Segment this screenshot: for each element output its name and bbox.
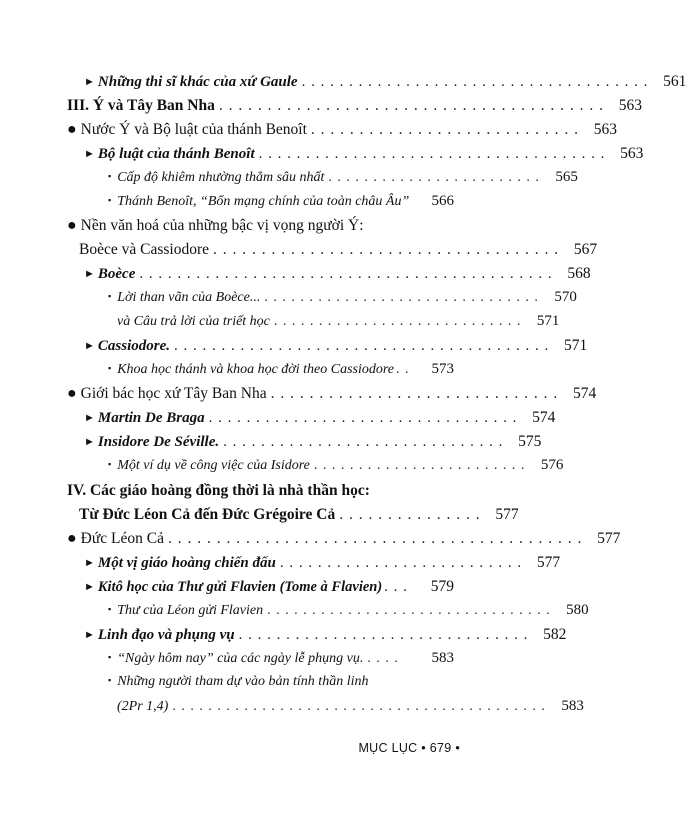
dot-leader: . . . . . . . . . . . . . . . . . . . . . . . .: [313, 458, 526, 473]
entry-page: 573: [431, 361, 454, 377]
square-bullet-icon: ▪: [108, 652, 112, 662]
toc-entry: [0, 457, 564, 481]
toc-entry: [0, 265, 591, 289]
triangle-bullet-icon: ►: [84, 148, 95, 160]
section-title: IV. Các giáo hoàng đồng thời là nhà thần học:: [67, 482, 370, 499]
dot-leader: . .: [396, 362, 410, 377]
triangle-bullet-icon: ►: [84, 629, 95, 641]
toc-entry: [0, 337, 588, 361]
toc-entry: [0, 361, 529, 385]
entry-title: Những người tham dự vào bản tính thần linh: [117, 674, 369, 689]
entry-page: 577: [495, 506, 519, 523]
triangle-bullet-icon: ►: [84, 340, 95, 352]
dot-leader: . . . . . . . . . . . . . . .: [339, 506, 481, 523]
entry-title: Cassiodore.: [97, 338, 170, 354]
entry-title: Boèce và Cassiodore: [79, 241, 209, 258]
toc-entry: [0, 409, 556, 433]
round-bullet-icon: ●: [67, 121, 77, 138]
dot-leader: . . . . . . . . . . . . . . . . . . . . . . . . . . . . . . .: [238, 627, 529, 643]
triangle-bullet-icon: ►: [84, 268, 95, 280]
square-bullet-icon: ▪: [108, 195, 112, 205]
entry-page: 561: [663, 73, 686, 90]
round-bullet-icon: ●: [67, 385, 77, 402]
toc-entry: [0, 313, 560, 337]
entry-title: Thư của Léon gửi Flavien: [117, 603, 264, 618]
dot-leader: . . . . . . . . . . . . . . . . . . . . . . . . . . . . . . .: [264, 290, 539, 305]
toc-entry: [0, 698, 584, 722]
triangle-bullet-icon: ►: [84, 76, 95, 88]
entry-page: 582: [543, 626, 567, 643]
toc-entry: [0, 674, 529, 698]
square-bullet-icon: ▪: [108, 171, 112, 181]
entry-title: (2Pr 1,4): [117, 699, 169, 714]
entry-page: 570: [554, 289, 577, 305]
triangle-bullet-icon: ►: [84, 412, 95, 424]
toc-entry: [0, 482, 529, 506]
entry-page: 566: [431, 193, 454, 209]
dot-leader: . . . . . . . . . . . . . . . . . . . . . . . . . . . . . .: [270, 385, 559, 402]
toc-entry: [0, 554, 561, 578]
entry-title: Lời than vãn của Boèce...: [117, 290, 261, 305]
dot-leader: . . . . . . . . . . . . . . . . . . . . . . . . . .: [279, 555, 523, 571]
dot-leader: . . . . . . . . . . . . . . . . . . . . . . . . . . . . . . . . .: [208, 410, 518, 426]
entry-title: Insidore De Séville.: [97, 434, 220, 450]
toc-entry: [0, 217, 529, 241]
toc-entry: [0, 650, 529, 674]
dot-leader: . . . . . . . . . . . . . . . . . . . . . . . . . . . . . . . .: [267, 603, 551, 618]
dot-leader: . . .: [384, 579, 408, 595]
page-footer: [358, 741, 460, 755]
entry-title: Những thi sĩ khác của xứ Gaule: [97, 74, 298, 90]
entry-page: 568: [567, 265, 591, 282]
toc-entry: [0, 289, 577, 313]
toc-entry: [0, 121, 618, 145]
entry-title: “Ngày hôm nay” của các ngày lễ phụng vụ.: [117, 651, 364, 666]
toc-entry: [0, 241, 598, 265]
entry-title: Nền văn hoá của những bậc vị vọng người Ý:: [80, 217, 364, 234]
entry-page: 563: [593, 121, 618, 138]
toc-entry: [0, 578, 529, 602]
triangle-bullet-icon: ►: [84, 557, 95, 569]
entry-page: 575: [518, 433, 542, 450]
entry-page: 577: [536, 554, 561, 571]
entry-page: 583: [561, 698, 584, 714]
dot-leader: . . . . . . . . . . . . . . . . . . . . . . . . . . . . . . . . . . . . . . . . . . . .: [139, 266, 553, 282]
entry-page: 574: [532, 409, 556, 426]
dot-leader: . . . . . . . . . . . . . . . . . . . . . . . . . . . . . . . . . . . . .: [301, 74, 649, 90]
entry-page: 579: [430, 578, 454, 595]
entry-title: Linh đạo và phụng vụ: [97, 627, 235, 643]
toc-entry: [0, 97, 642, 121]
toc-entry: [0, 626, 567, 650]
toc-entry: [0, 385, 597, 409]
triangle-bullet-icon: ►: [84, 436, 95, 448]
entry-page: 576: [540, 457, 564, 473]
entry-title: Nước Ý và Bộ luật của thánh Benoît: [80, 121, 307, 138]
entry-title: Một ví dụ về công việc của Isidore: [117, 458, 310, 473]
entry-page: 567: [573, 241, 598, 258]
entry-page: 563: [618, 97, 642, 114]
square-bullet-icon: ▪: [108, 604, 112, 614]
dot-leader: . . . . . . . . . . . . . . . . . . . . . . . . . . . . . . . . . . . . .: [258, 146, 606, 162]
entry-title: Martin De Braga: [97, 410, 205, 426]
entry-page: 580: [566, 602, 589, 618]
footer-separator: •: [455, 741, 460, 755]
footer-separator: •: [421, 741, 426, 755]
round-bullet-icon: ●: [67, 217, 77, 234]
square-bullet-icon: ▪: [108, 363, 112, 373]
toc-entry: [0, 530, 621, 554]
entry-title: Kitô học của Thư gửi Flavien (Tome à Flavien): [97, 579, 383, 595]
dot-leader: . . . . . . . . . . . . . . . . . . . . . . . . . . . . . . . . . . . . . . . . . . .: [167, 530, 583, 547]
entry-title: Cấp độ khiêm nhường thẳm sâu nhất: [117, 170, 325, 185]
toc-entry: [0, 602, 589, 626]
entry-page: 571: [536, 313, 560, 329]
entry-page: 571: [563, 337, 588, 354]
round-bullet-icon: ●: [67, 530, 77, 547]
section-title: III. Ý và Tây Ban Nha: [67, 97, 215, 114]
entry-page: 577: [597, 530, 621, 547]
square-bullet-icon: ▪: [108, 675, 112, 685]
entry-page: 583: [431, 650, 454, 666]
footer-section-label: MỤC LỤC: [358, 741, 418, 755]
entry-title: Bộ luật của thánh Benoît: [97, 146, 255, 162]
toc-entry: [0, 506, 529, 530]
toc-entry: [0, 433, 542, 457]
entry-page: 563: [620, 145, 644, 162]
entry-title: Khoa học thánh và khoa học đời theo Cassiodore: [117, 362, 395, 377]
entry-page: 574: [572, 385, 597, 402]
dot-leader: . . . .: [367, 651, 399, 666]
toc-entry: [0, 169, 578, 193]
square-bullet-icon: ▪: [108, 459, 112, 469]
entry-title: Đức Léon Cả: [80, 530, 164, 547]
section-title: Từ Đức Léon Cả đến Đức Grégoire Cả: [79, 506, 336, 523]
entry-title: Một vị giáo hoàng chiến đấu: [97, 555, 276, 571]
dot-leader: . . . . . . . . . . . . . . . . . . . . . . . . . . . . . . . . . . . . . . . . . .: [172, 699, 546, 714]
entry-title: Giới bác học xứ Tây Ban Nha: [80, 385, 267, 402]
square-bullet-icon: ▪: [108, 291, 112, 301]
toc-entry: [0, 145, 644, 169]
dot-leader: . . . . . . . . . . . . . . . . . . . . . . . . . . . . . .: [223, 434, 504, 450]
toc-entry: [0, 193, 529, 217]
dot-leader: . . . . . . . . . . . . . . . . . . . . . . . . . . . . . . . . . . . . . . . .: [218, 97, 604, 114]
toc-entry: [0, 73, 686, 97]
entry-title: Thánh Benoît, “Bổn mạng chính của toàn châu Âu”: [117, 194, 410, 209]
dot-leader: . . . . . . . . . . . . . . . . . . . . . . . . . . . .: [310, 121, 580, 138]
dot-leader: . . . . . . . . . . . . . . . . . . . . . . . . . . . . . . . . . . . .: [213, 241, 560, 258]
entry-title: và Câu trả lời của triết học: [117, 314, 270, 329]
dot-leader: . . . . . . . . . . . . . . . . . . . . . . . . . . . .: [273, 314, 522, 329]
dot-leader: . . . . . . . . . . . . . . . . . . . . . . . . . . . . . . . . . . . . . . . .: [173, 338, 550, 354]
footer-page-number: 679: [429, 741, 452, 755]
triangle-bullet-icon: ►: [84, 581, 95, 593]
dot-leader: . . . . . . . . . . . . . . . . . . . . . . . .: [328, 170, 540, 185]
entry-title: Boèce: [97, 266, 136, 282]
entry-page: 565: [555, 169, 578, 185]
